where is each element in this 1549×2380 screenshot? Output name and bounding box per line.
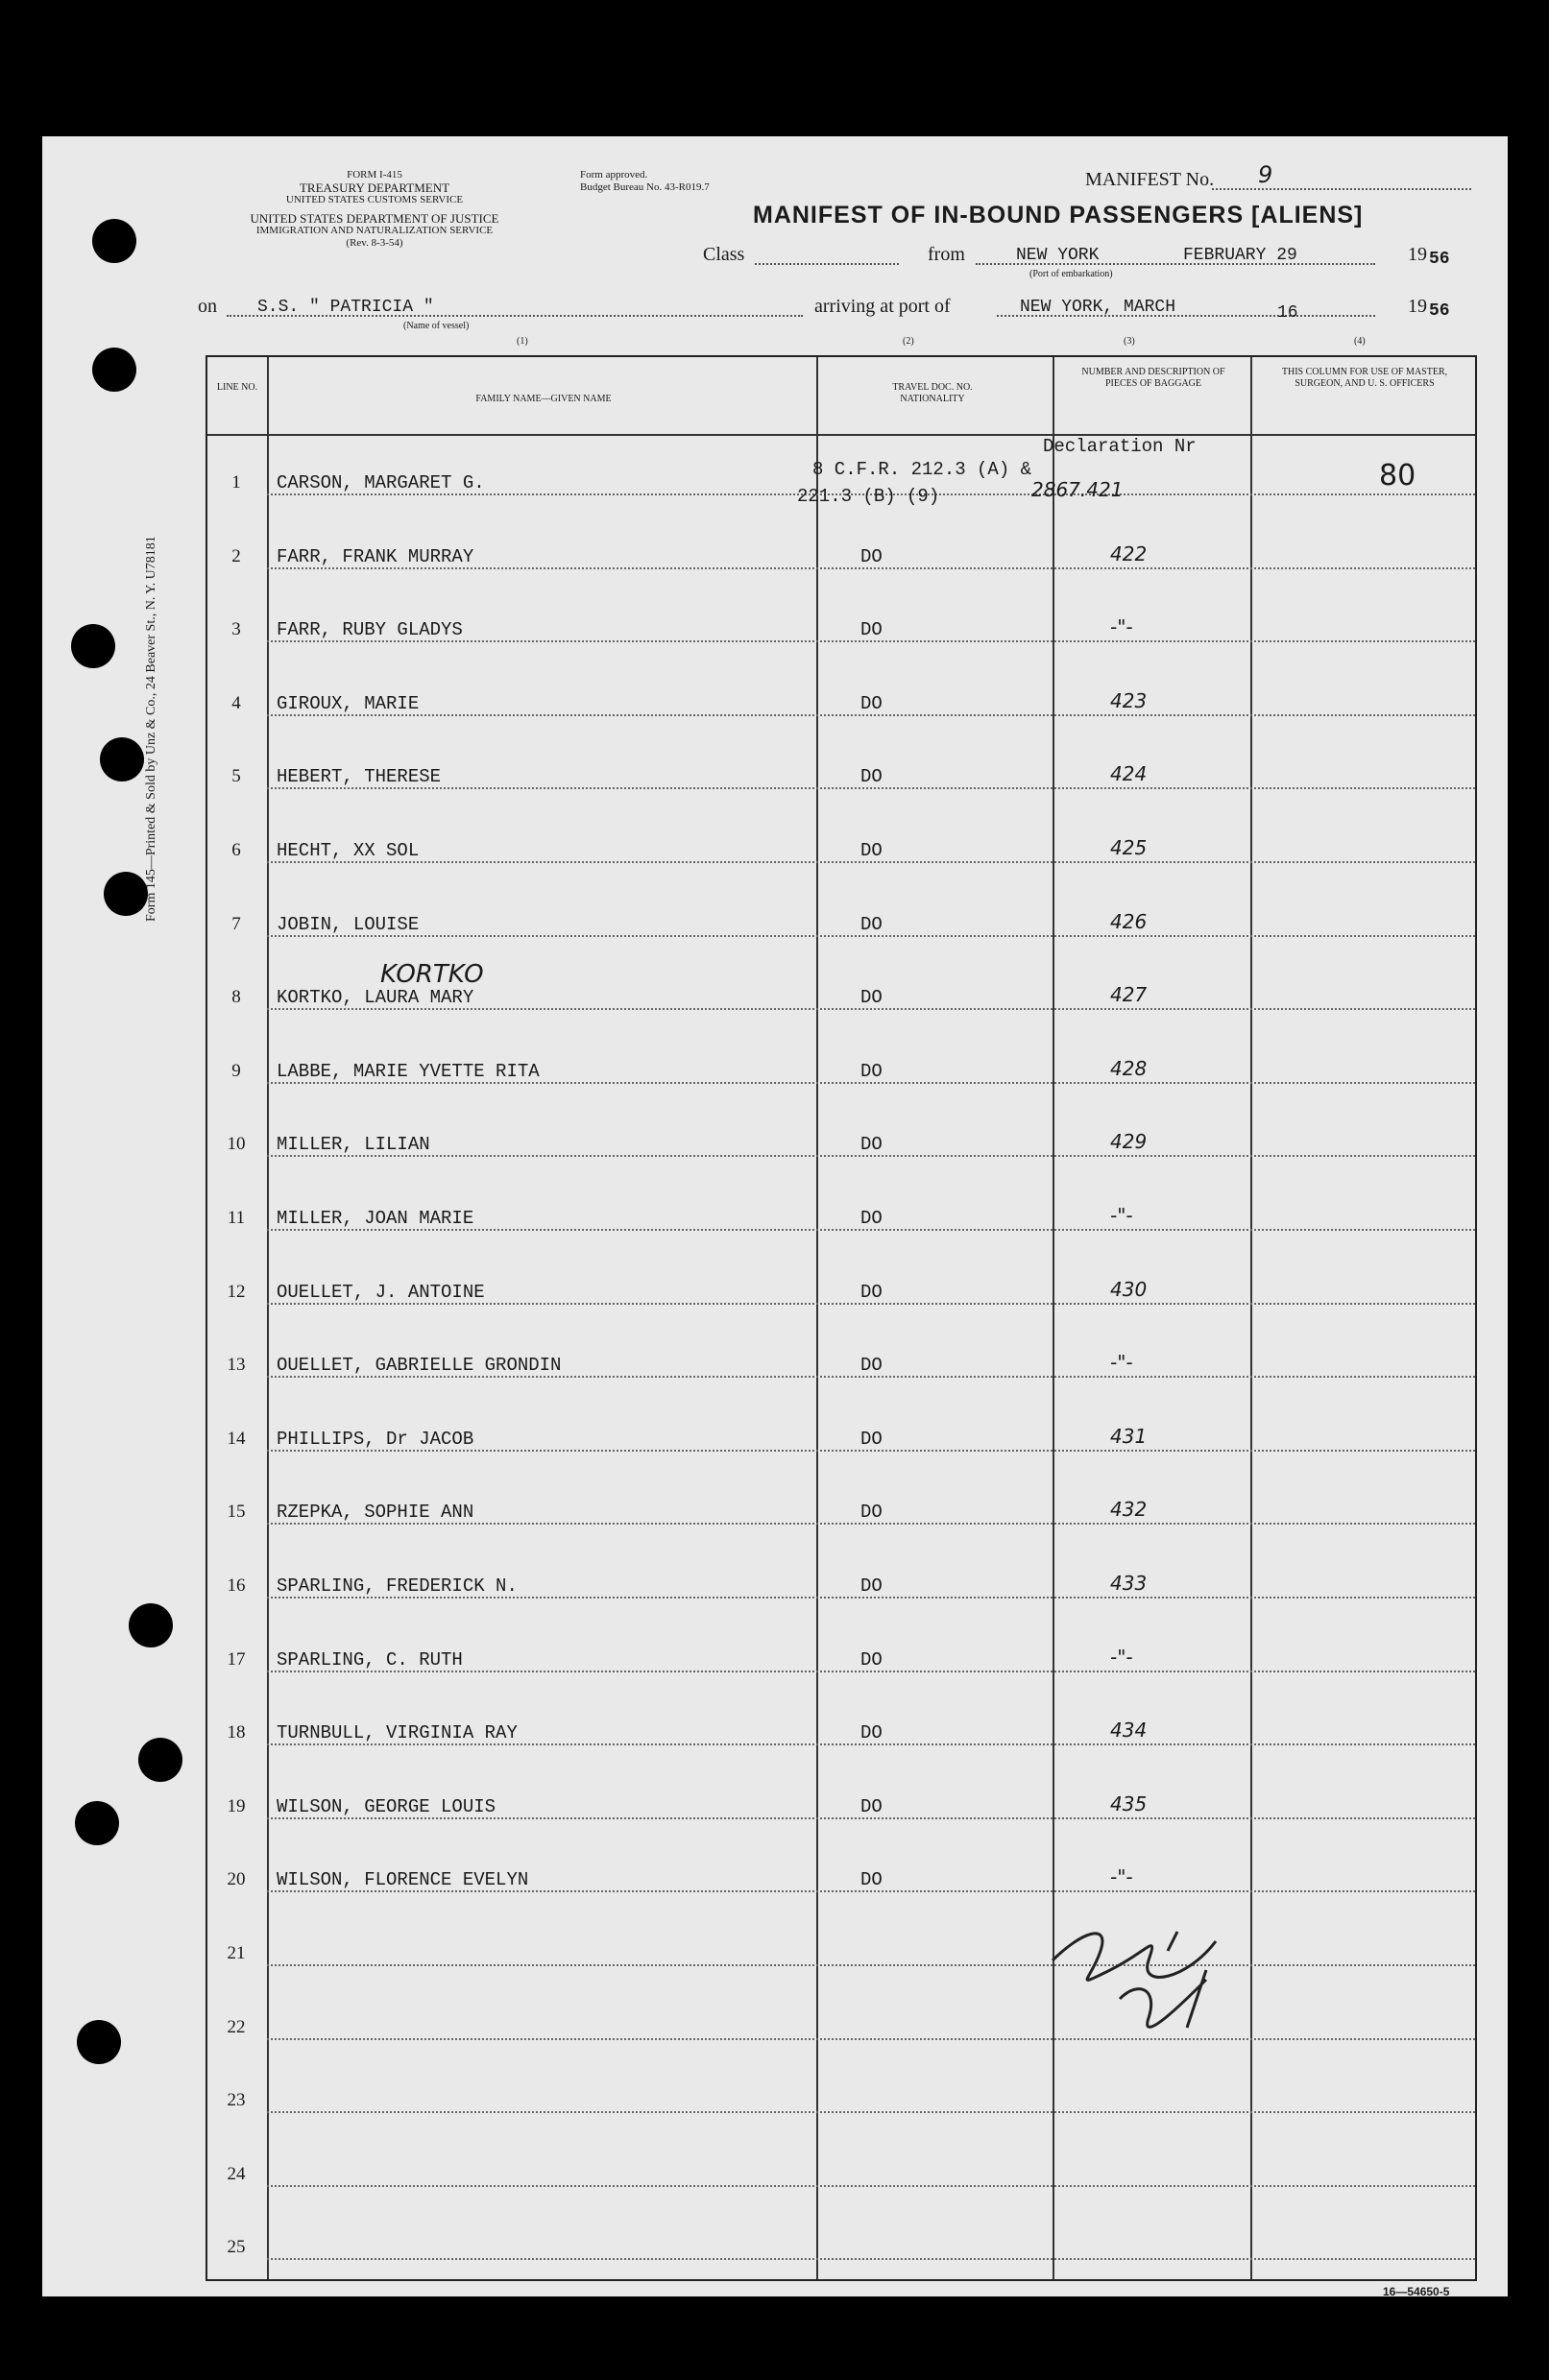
row-dotted-line [267,1303,1475,1305]
col-header-baggage: NUMBER AND DESCRIPTION OF PIECES OF BAGGAGE [1081,367,1225,389]
line-number: 7 [231,913,241,934]
nationality-value: DO [860,987,883,1009]
on-label: on [198,296,217,317]
line-number: 18 [227,1722,246,1743]
baggage-value: 431 [1110,1424,1148,1448]
row-dotted-line [267,787,1475,789]
table-row [207,657,1475,730]
row-dotted-line [267,1523,1475,1525]
row-dotted-line [267,1008,1475,1010]
passenger-name: RZEPKA, SOPHIE ANN [277,1502,474,1524]
binder-hole [92,348,136,392]
binder-hole [100,737,144,781]
line-number: 13 [227,1355,246,1376]
form-approved-label: Form approved. [580,169,648,180]
nationality-value: DO [860,1208,883,1229]
row-dotted-line [267,640,1475,642]
row-dotted-line [267,2185,1475,2187]
passenger-name: MILLER, JOAN MARIE [277,1208,474,1229]
row-dotted-line [267,1450,1475,1452]
manifest-number-line [1212,188,1471,190]
row-dotted-line [267,2258,1475,2260]
table-row [207,510,1475,583]
binder-hole [138,1738,182,1782]
line-number: 8 [231,987,241,1008]
row-dotted-line [267,1743,1475,1745]
baggage-value: 426 [1110,909,1148,933]
row-dotted-line [267,1082,1475,1084]
year-departure: 56 [1429,250,1450,269]
passenger-name: GIROUX, MARIE [277,692,420,714]
line-number: 20 [227,1869,246,1890]
baggage-value: 429 [1110,1130,1148,1154]
nationality-value: DO [860,1869,883,1891]
col-num-2: (2) [903,336,914,347]
table-row [207,730,1475,803]
class-label: Class [703,244,745,265]
line-number: 1 [231,472,241,493]
baggage-value: -"- [1110,1645,1133,1669]
passenger-name: SPARLING, C. RUTH [277,1648,463,1671]
printer-imprint: Form 145—Printed & Sold by Unz & Co., 24 Beaver St., N. Y. U78181 [144,536,158,922]
table-row [207,1392,1475,1465]
class-line [755,263,899,265]
col-num-4: (4) [1354,336,1366,347]
table-row [207,2054,1475,2127]
row-dotted-line [267,1817,1475,1819]
nationality-value: DO [860,545,883,567]
arrival-port: NEW YORK, MARCH [1020,298,1176,317]
baggage-value: -"- [1110,615,1133,639]
year-prefix: 19 [1408,244,1427,265]
table-row [207,1024,1475,1097]
col-num-1: (1) [517,336,528,347]
vessel-caption: (Name of vessel) [403,321,470,331]
binder-hole [71,624,115,668]
passenger-name: FARR, RUBY GLADYS [277,619,463,641]
table-row [207,1318,1475,1391]
baggage-value: -"- [1110,1865,1133,1889]
form-number: FORM I-415 [347,169,402,180]
col-header-line: LINE NO. [216,382,258,393]
nationality-value: DO [860,1060,883,1082]
revision-label: (Rev. 8-3-54) [346,237,403,249]
baggage-value: 425 [1110,836,1148,859]
passenger-name: FARR, FRANK MURRAY [277,545,474,567]
col-header-officers: THIS COLUMN FOR USE OF MASTER, SURGEON, AND U. S. OFFICERS [1281,367,1448,389]
from-port: NEW YORK [1016,246,1100,265]
table-row [207,1097,1475,1170]
nationality-value: DO [860,1648,883,1671]
table-row [207,1171,1475,1244]
footer-code: 16—54650-5 [1383,2285,1450,2298]
passenger-name: TURNBULL, VIRGINIA RAY [277,1722,518,1744]
nationality-value: DO [860,840,883,861]
vessel-name: S.S. " PATRICIA " [257,298,434,317]
line-number: 4 [231,692,241,713]
nationality-value: DO [860,692,883,714]
row-dotted-line [267,1376,1475,1378]
row-dotted-line [267,567,1475,569]
line-number: 14 [227,1428,246,1449]
table-row [207,2128,1475,2200]
passenger-name: KORTKO, LAURA MARY [277,987,474,1009]
nationality-value: DO [860,1722,883,1744]
form-id-block [182,169,567,250]
signature-icon [1043,1893,1254,2047]
row-dotted-line [267,1155,1475,1157]
line-number: 6 [231,840,241,860]
arriving-label: arriving at port of [814,296,951,317]
passenger-name: HEBERT, THERESE [277,766,442,788]
line-number: 5 [231,766,241,787]
passenger-name: CARSON, MARGARET G. [277,472,485,493]
binder-hole [77,2020,121,2064]
passenger-name: OUELLET, GABRIELLE GRONDIN [277,1355,562,1377]
binder-hole [104,872,148,916]
table-row [207,1613,1475,1686]
budget-bureau-label: Budget Bureau No. 43-R019.7 [580,181,710,193]
table-row [207,1465,1475,1538]
nationality-value: DO [860,766,883,788]
row-dotted-line [267,2111,1475,2113]
year-arrival: 56 [1429,301,1450,321]
nationality-value: DO [860,1428,883,1450]
baggage-value: 432 [1110,1498,1148,1522]
baggage-value: 435 [1110,1791,1148,1815]
table-row [207,804,1475,877]
row-dotted-line [267,1229,1475,1231]
baggage-value: -"- [1110,1204,1133,1227]
baggage-value: 427 [1110,983,1148,1007]
from-label: from [928,244,965,265]
row-dotted-line [267,1597,1475,1599]
passenger-name: SPARLING, FREDERICK N. [277,1575,518,1597]
row1-baggage-bottom: 2867.421 [1031,478,1124,501]
table-row [207,1981,1475,2054]
line-number: 21 [227,1943,246,1963]
justice-label: UNITED STATES DEPARTMENT OF JUSTICE [250,211,499,226]
passenger-table [206,355,1477,2281]
binder-hole [92,219,136,263]
table-row [207,1539,1475,1612]
passenger-name: WILSON, FLORENCE EVELYN [277,1869,529,1891]
line-number: 25 [227,2237,246,2258]
manifest-title: MANIFEST OF IN-BOUND PASSENGERS [ALIENS] [753,202,1364,228]
table-row [207,1760,1475,1833]
table-row [207,2200,1475,2273]
table-row [207,583,1475,656]
line-number: 16 [227,1575,246,1596]
table-row [207,1907,1475,1980]
nationality-value: DO [860,1502,883,1524]
baggage-value: 422 [1110,541,1148,565]
nationality-value: DO [860,1134,883,1156]
table-row [207,1245,1475,1318]
passenger-name: JOBIN, LOUISE [277,913,420,935]
binder-hole [129,1603,173,1647]
form-approval-block [580,169,710,194]
line-number: 3 [231,619,241,640]
manifest-number-label: MANIFEST No. [1085,169,1215,190]
nationality-value: DO [860,619,883,641]
baggage-value: 423 [1110,688,1148,712]
col-header-name: FAMILY NAME—GIVEN NAME [475,394,612,404]
line-number: 10 [227,1134,246,1155]
treasury-label: TREASURY DEPARTMENT [299,180,450,195]
line-number: 12 [227,1281,246,1302]
nationality-value: DO [860,1355,883,1377]
row1-baggage-top: Declaration Nr [1043,436,1197,457]
handwritten-correction: KORTKO [380,960,484,989]
line-number: 19 [227,1795,246,1816]
row1-travel-bottom: 221.3 (B) (9) [797,486,940,507]
line-number: 17 [227,1648,246,1670]
baggage-value: -"- [1110,1351,1133,1375]
baggage-value: 428 [1110,1056,1148,1080]
passenger-name: PHILLIPS, Dr JACOB [277,1428,474,1450]
nationality-value: DO [860,1281,883,1303]
nationality-value: DO [860,913,883,935]
line-number: 23 [227,2090,246,2111]
manifest-number-value: 9 [1258,161,1273,188]
row-dotted-line [267,714,1475,716]
baggage-value: 434 [1110,1719,1148,1743]
row-dotted-line [267,861,1475,863]
nationality-value: DO [860,1795,883,1817]
from-date: FEBRUARY 29 [1183,246,1297,265]
row-dotted-line [267,935,1475,937]
table-row [207,1686,1475,1759]
baggage-value: 424 [1110,762,1148,786]
line-number: 22 [227,2016,246,2037]
binder-hole [75,1801,119,1845]
passenger-name: HECHT, XX SOL [277,840,420,861]
ins-label: IMMIGRATION AND NATURALIZATION SERVICE [255,225,494,236]
row-dotted-line [267,1671,1475,1672]
table-row [207,1833,1475,1906]
year-prefix-arrival: 19 [1408,296,1427,317]
line-number: 9 [231,1060,241,1081]
row-dotted-line [267,1890,1475,1892]
line-number: 15 [227,1502,246,1523]
line-number: 24 [227,2163,246,2184]
col-num-3: (3) [1124,336,1135,347]
passenger-name: OUELLET, J. ANTOINE [277,1281,485,1303]
baggage-value: 433 [1110,1572,1148,1595]
customs-label: UNITED STATES CUSTOMS SERVICE [285,194,464,205]
line-number: 11 [227,1208,246,1228]
row-dotted-line [267,1964,1475,1966]
passenger-name: MILLER, LILIAN [277,1134,430,1156]
nationality-value: DO [860,1575,883,1597]
col-header-travel: TRAVEL DOC. NO. NATIONALITY [892,382,973,404]
passenger-name: LABBE, MARIE YVETTE RITA [277,1060,540,1082]
passenger-name: WILSON, GEORGE LOUIS [277,1795,496,1817]
line-number: 2 [231,545,241,566]
port-caption: (Port of embarkation) [1029,269,1113,279]
baggage-value: 430 [1110,1277,1148,1301]
row-dotted-line [267,2038,1475,2040]
row1-officer-mark: 80 [1379,459,1416,493]
table-row [207,877,1475,950]
row1-travel-top: 8 C.F.R. 212.3 (A) & [812,459,1032,480]
arrival-day: 16 [1277,303,1298,323]
